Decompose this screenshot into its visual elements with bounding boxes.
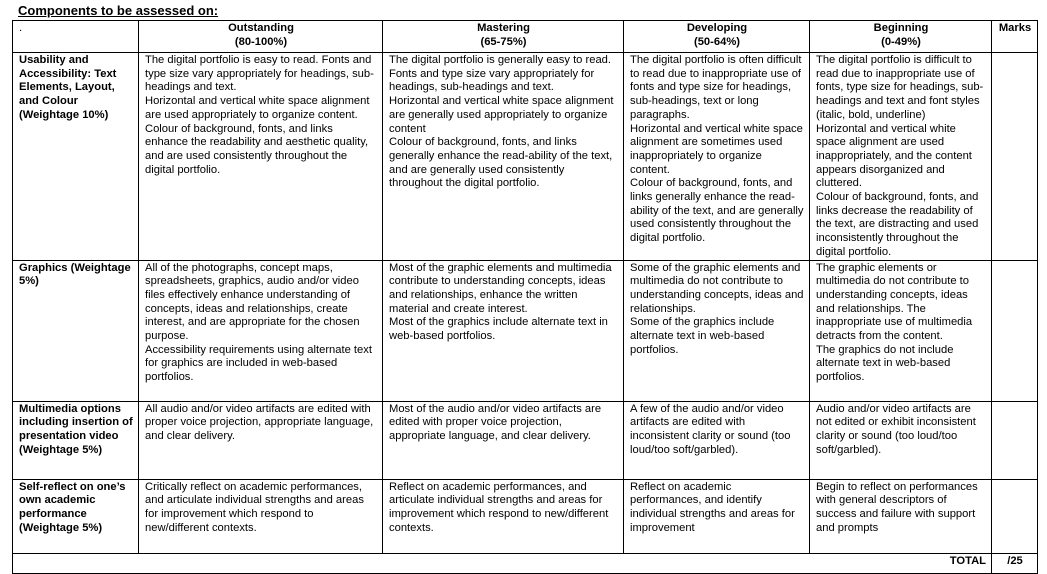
header-range: (50-64%) xyxy=(693,35,740,48)
descriptor-cell xyxy=(810,479,992,553)
total-label: TOTAL xyxy=(13,553,992,573)
descriptor-text: Critically reflect on academic performances, and articulate individual strengths and areas for improvement which respond to new/different contexts. xyxy=(145,480,364,534)
marks-cell[interactable] xyxy=(992,479,1038,553)
descriptor-text: Accessibility requirements using alternate text for graphics are included in web-based portfolios. xyxy=(145,343,372,384)
descriptor-text: Reflect on academic performances, and identify individual strengths and areas for improvement xyxy=(630,480,795,534)
marks-cell[interactable] xyxy=(992,260,1038,401)
header-row xyxy=(13,21,1038,53)
corner-cell: . xyxy=(13,21,139,53)
descriptor-cell xyxy=(139,401,383,479)
descriptor-text: Reflect on academic performances, and articulate individual strengths and areas for improvement which respond to new/different contexts. xyxy=(389,480,609,534)
descriptor-text: The digital portfolio is difficult to read due to inappropriate use of fonts, type size for headings, sub-headings and text and font styles (italic, bold, underline) xyxy=(816,54,984,121)
descriptor-text: Colour of background, fonts, and links generally enhance the read-ability of the text, and are generally used consistently throughout the digital portfolio. xyxy=(630,177,804,245)
descriptor-cell xyxy=(810,260,992,401)
header-mastering xyxy=(383,21,624,53)
descriptor-text: Most of the graphics include alternate text in web-based portfolios. xyxy=(389,316,608,343)
table-row xyxy=(13,479,1038,553)
descriptor-cell xyxy=(624,53,810,261)
table-row xyxy=(13,260,1038,401)
header-level: Mastering xyxy=(477,22,530,34)
descriptor-text: The digital portfolio is easy to read. Fonts and type size vary appropriately for headings, sub-headings and text. xyxy=(145,54,374,94)
header-level: Developing xyxy=(686,22,748,34)
descriptor-text: Audio and/or video artifacts are not edited or exhibit inconsistent clarity or sound (too loud/too soft/garbled). xyxy=(816,402,976,456)
descriptor-cell xyxy=(624,260,810,401)
descriptor-cell xyxy=(810,53,992,261)
total-row xyxy=(13,553,1038,573)
descriptor-text: Some of the graphic elements and multimedia do not contribute to understanding concepts, ideas and relationships. xyxy=(630,261,804,315)
descriptor-cell xyxy=(383,401,624,479)
criterion-cell: Self-reflect on one’s own academic performance (Weightage 5%) xyxy=(13,479,139,553)
descriptor-cell xyxy=(383,53,624,261)
marks-header: Marks xyxy=(992,21,1038,53)
descriptor-text: Horizontal and vertical white space alignment are used inappropriately, and the content appears disorganized and cluttered. xyxy=(816,122,972,190)
header-level: Beginning xyxy=(873,22,929,34)
descriptor-text: Colour of background, fonts, and links decrease the readability of the text, are distracting and used inconsistently throughout the digital portfolio. xyxy=(816,191,979,258)
marks-cell[interactable] xyxy=(992,401,1038,479)
header-range: (80-100%) xyxy=(234,35,288,48)
descriptor-text: Begin to reflect on performances with general descriptors of success and failure with support and prompts xyxy=(816,480,978,534)
descriptor-text: All of the photographs, concept maps, spreadsheets, graphics, audio and/or video files effectively enhance understanding of concepts, ideas and relationships, create interest, and are appropriate for the chosen purpose. xyxy=(145,261,360,343)
descriptor-text: The digital portfolio is generally easy to read. Fonts and type size vary appropriately for headings, sub-headings and text. xyxy=(389,54,612,94)
descriptor-cell xyxy=(383,479,624,553)
total-value[interactable]: /25 xyxy=(992,553,1038,573)
marks-cell[interactable] xyxy=(992,53,1038,261)
header-beginning xyxy=(810,21,992,53)
descriptor-text: A few of the audio and/or video artifacts are edited with inconsistent clarity or sound (too loud/too soft/garbled). xyxy=(630,402,791,456)
criterion-cell: Multimedia options including insertion of presentation video (Weightage 5%) xyxy=(13,401,139,479)
descriptor-cell xyxy=(624,479,810,553)
criterion-cell: Graphics (Weightage 5%) xyxy=(13,260,139,401)
rubric-table xyxy=(12,20,1038,574)
table-row xyxy=(13,401,1038,479)
descriptor-text: Most of the audio and/or video artifacts are edited with proper voice projection, appropriate language, and clear delivery. xyxy=(389,402,602,442)
header-range: (0-49%) xyxy=(881,35,921,48)
descriptor-cell xyxy=(139,479,383,553)
header-level: Outstanding xyxy=(228,22,294,34)
descriptor-text: The graphic elements or multimedia do not contribute to understanding concepts, ideas and relationships. The inappropriate use of multimedia detracts from the content. xyxy=(816,261,973,343)
descriptor-text: Colour of background, fonts, and links enhance the readability and aesthetic quality, and are used consistently throughout the digital portfolio. xyxy=(145,122,369,176)
descriptor-cell xyxy=(139,53,383,261)
descriptor-cell xyxy=(383,260,624,401)
descriptor-text: Horizontal and vertical white space alignment are sometimes used inappropriately to organize content. xyxy=(630,122,803,176)
descriptor-cell xyxy=(139,260,383,401)
descriptor-text: The graphics do not include alternate text in web-based portfolios. xyxy=(816,343,954,384)
criterion-cell: Usability and Accessibility: Text Elements, Layout, and Colour (Weightage 10%) xyxy=(13,53,139,261)
descriptor-text: Most of the graphic elements and multimedia contribute to understanding concepts, ideas and relationships, enhance the written material and create interest. xyxy=(389,261,612,315)
descriptor-text: Horizontal and vertical white space alignment are used appropriately to organize content. xyxy=(145,95,370,121)
descriptor-cell xyxy=(624,401,810,479)
descriptor-text: Horizontal and vertical white space alignment are generally used appropriately to organize content xyxy=(389,95,614,135)
descriptor-text: All audio and/or video artifacts are edited with proper voice projection, appropriate language, and clear delivery. xyxy=(145,402,374,442)
descriptor-cell xyxy=(810,401,992,479)
header-range: (65-75%) xyxy=(480,35,527,48)
descriptor-text: The digital portfolio is often difficult to read due to inappropriate use of fonts and type size for headings, sub-headings, text or long paragraphs. xyxy=(630,54,802,121)
table-row xyxy=(13,53,1038,261)
header-developing xyxy=(624,21,810,53)
descriptor-text: Some of the graphics include alternate text in web-based portfolios. xyxy=(630,316,775,356)
header-outstanding xyxy=(139,21,383,53)
page-title: Components to be assessed on: xyxy=(18,3,219,18)
descriptor-text: Colour of background, fonts, and links generally enhance the read-ability of the text, and are generally used consistently throughout the digital portfolio. xyxy=(389,136,613,190)
